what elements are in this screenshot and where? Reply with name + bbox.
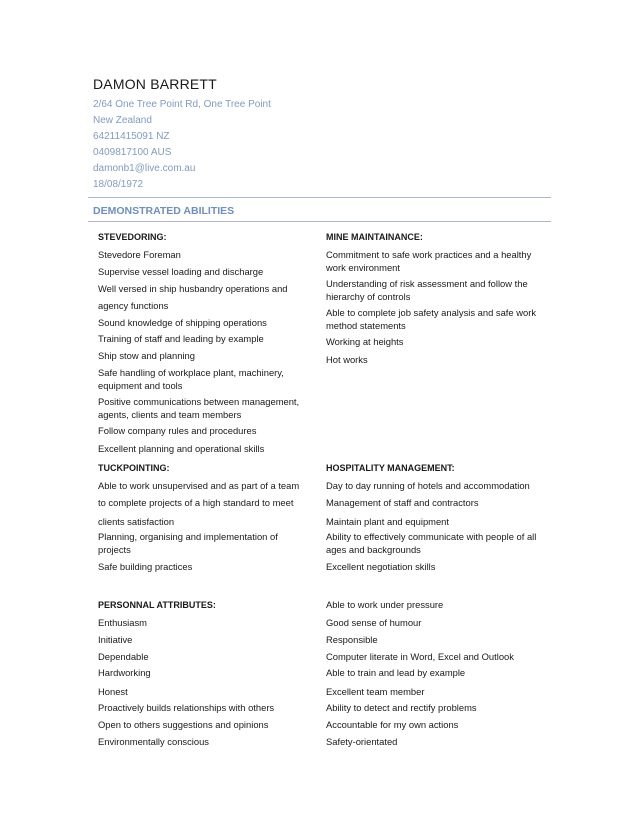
tuckpointing-item: Able to work unsupervised and as part of a team [98, 480, 300, 491]
stevedoring-item: Safe handling of workplace plant, machinery, equipment and tools [98, 367, 284, 391]
header-divider [88, 197, 551, 198]
mine-item: Working at heights [326, 336, 404, 347]
hospitality-item: Excellent negotiation skills [326, 561, 436, 572]
tuckpointing-item: clients satisfaction [98, 516, 175, 527]
date-of-birth: 18/08/1972 [93, 179, 144, 190]
attribute-item: Hardworking [98, 667, 151, 678]
personal-heading: PERSONNAL ATTRIBUTES: [98, 600, 216, 610]
tuckpointing-item: to complete projects of a high standard to meet [98, 497, 294, 508]
hospitality-item: Maintain plant and equipment [326, 516, 450, 527]
stevedoring-item: Supervise vessel loading and discharge [98, 266, 264, 277]
stevedoring-item: agency functions [98, 300, 169, 311]
attribute-item: Dependable [98, 651, 149, 662]
attribute-item: Responsible [326, 634, 378, 645]
stevedoring-item: Well versed in ship husbandry operations and [98, 283, 288, 294]
email-address: damonb1@live.com.au [93, 163, 196, 174]
section-divider [88, 221, 551, 222]
hospitality-item: Ability to effectively communicate with people of all ages and backgrounds [326, 531, 537, 555]
attribute-item: Able to train and lead by example [326, 667, 466, 678]
hospitality-heading: HOSPITALITY MANAGEMENT: [326, 463, 455, 473]
attribute-item: Computer literate in Word, Excel and Outlook [326, 651, 514, 662]
country-line: New Zealand [93, 115, 152, 126]
attribute-item: Accountable for my own actions [326, 719, 459, 730]
attribute-item: Safety-orientated [326, 736, 398, 747]
candidate-name: DAMON BARRETT [93, 76, 217, 92]
phone-nz: 64211415091 NZ [93, 131, 170, 142]
tuckpointing-heading: TUCKPOINTING: [98, 463, 170, 473]
attribute-item: Good sense of humour [326, 617, 422, 628]
section-title: DEMONSTRATED ABILITIES [93, 205, 235, 217]
stevedoring-item: Positive communications between management, agents, clients and team members [98, 396, 300, 420]
stevedoring-item: Stevedore Foreman [98, 249, 181, 260]
stevedoring-item: Ship stow and planning [98, 350, 195, 361]
mine-item: Commitment to safe work practices and a healthy work environment [326, 249, 532, 273]
attribute-item: Ability to detect and rectify problems [326, 702, 477, 713]
address-line: 2/64 One Tree Point Rd, One Tree Point [93, 99, 271, 110]
attribute-item: Open to others suggestions and opinions [98, 719, 269, 730]
stevedoring-item: Sound knowledge of shipping operations [98, 317, 267, 328]
tuckpointing-item: Planning, organising and implementation of projects [98, 531, 278, 555]
stevedoring-item: Training of staff and leading by example [98, 333, 264, 344]
attribute-item: Able to work under pressure [326, 599, 444, 610]
attribute-item: Honest [98, 686, 128, 697]
hospitality-item: Management of staff and contractors [326, 497, 479, 508]
attribute-item: Excellent team member [326, 686, 425, 697]
phone-aus: 0409817100 AUS [93, 147, 172, 158]
attribute-item: Initiative [98, 634, 133, 645]
stevedoring-item: Excellent planning and operational skills [98, 443, 265, 454]
attribute-item: Enthusiasm [98, 617, 147, 628]
tuckpointing-item: Safe building practices [98, 561, 193, 572]
attribute-item: Proactively builds relationships with others [98, 702, 275, 713]
mine-item: Understanding of risk assessment and follow the hierarchy of controls [326, 278, 528, 302]
stevedoring-heading: STEVEDORING: [98, 232, 167, 242]
mine-item: Hot works [326, 354, 368, 365]
mine-heading: MINE MAINTAINANCE: [326, 232, 423, 242]
stevedoring-item: Follow company rules and procedures [98, 425, 257, 436]
hospitality-item: Day to day running of hotels and accommodation [326, 480, 530, 491]
mine-item: Able to complete job safety analysis and safe work method statements [326, 307, 537, 331]
attribute-item: Environmentally conscious [98, 736, 209, 747]
